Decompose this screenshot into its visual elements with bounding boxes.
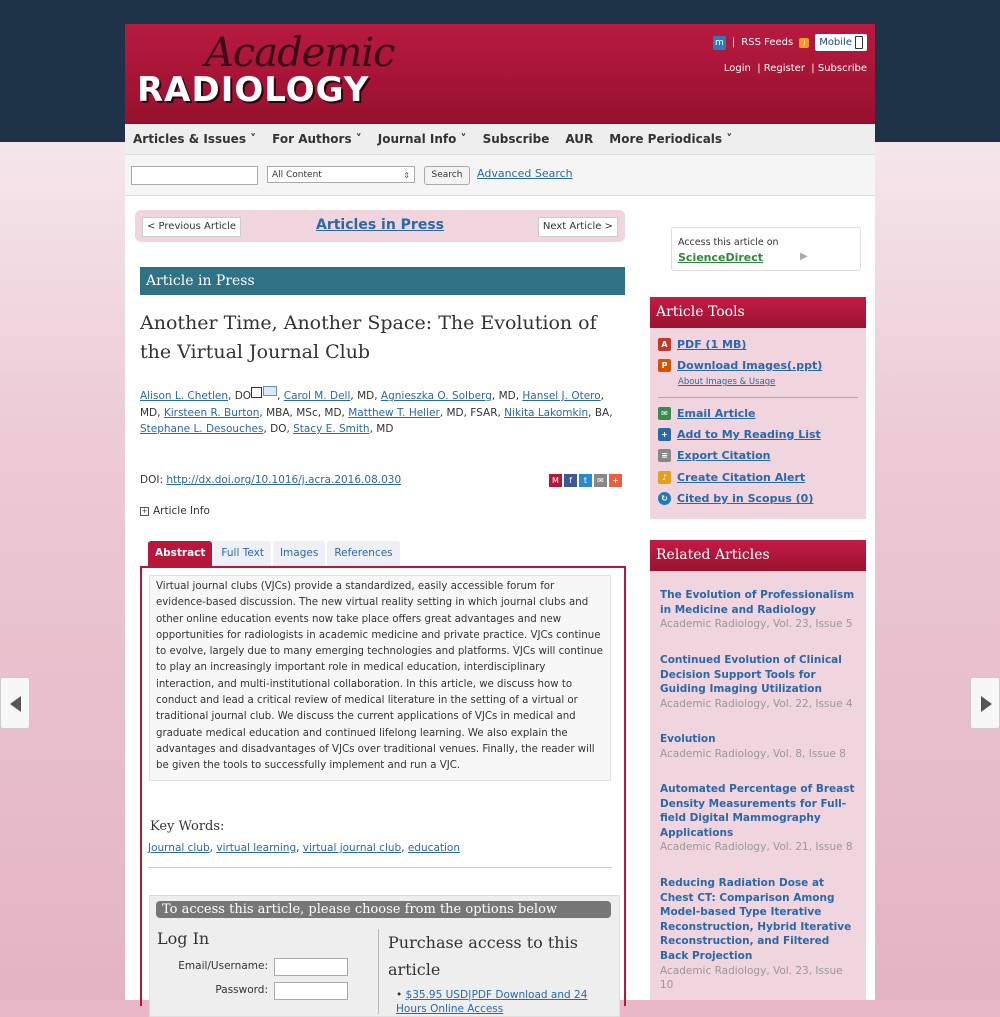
page-container [125,24,875,1015]
related-article-source: Academic Radiology, Vol. 8, Issue 8 [660,747,846,760]
chevron-right-icon: ▶ [800,251,808,262]
access-heading: To access this article, please choose from the options below [156,901,611,918]
mendeley-icon[interactable]: m [713,36,726,50]
related-article-source: Academic Radiology, Vol. 23, Issue 5 [660,618,853,631]
abstract-panel [140,566,626,1015]
articles-in-press-link[interactable]: Articles in Press [316,217,444,233]
keyword-link[interactable]: virtual learning [216,842,297,854]
email-article-tool[interactable] [658,407,756,420]
export-citation-link[interactable]: Export Citation [677,449,771,462]
nav-more-periodicals[interactable]: More Periodicals ˅ [609,132,733,146]
citation-alert-link[interactable]: Create Citation Alert [677,471,806,484]
rss-feeds-link[interactable]: RSS Feeds [741,37,794,48]
advanced-search-link[interactable]: Advanced Search [477,167,573,180]
author-link[interactable]: Matthew T. Heller [348,406,440,419]
related-article[interactable] [660,876,856,993]
related-article[interactable] [660,653,856,711]
register-link[interactable]: Register [763,63,805,74]
article-info-toggle[interactable] [140,505,210,517]
scopus-link[interactable]: Cited by in Scopus (0) [677,492,814,505]
next-arrow-button[interactable] [970,677,1000,729]
pdf-icon: A [658,338,671,351]
arrow-left-icon [10,696,21,712]
email-icon[interactable] [263,386,277,396]
auth-links [724,63,867,74]
tab-images[interactable]: Images [273,541,325,566]
logo-academic: Academic [205,30,395,76]
article-info-label: Article Info [153,505,210,517]
related-articles-panel [650,540,866,1000]
subscribe-link[interactable]: Subscribe [817,63,867,74]
divider [378,929,379,1014]
author-credentials: , BA, [588,406,613,419]
download-images-link[interactable]: Download Images(.ppt) [677,359,823,372]
tab-references[interactable]: References [327,541,399,566]
article-title: Another Time, Another Space: The Evolution of the Virtual Journal Club [140,312,597,363]
related-article[interactable] [660,732,856,761]
download-images-tool[interactable] [658,359,822,372]
keyword-separator: , [209,842,217,854]
mendeley-share-icon[interactable]: M [549,474,562,487]
author-credentials: , MD, [350,390,381,402]
reading-list-tool[interactable] [658,428,821,441]
keyword-separator: , [296,842,303,854]
related-article[interactable] [660,588,856,632]
keywords-label: Key Words: [150,819,225,834]
arrow-right-icon [981,696,992,712]
main-nav [125,124,875,155]
tab-full-text[interactable]: Full Text [214,541,271,566]
sciencedirect-box [671,227,861,271]
divider [658,397,858,398]
about-images-link[interactable]: About Images & Usage [678,377,776,387]
expand-icon: + [141,507,148,515]
email-share-icon[interactable]: ✉ [594,474,607,487]
abstract-text: Virtual journal clubs (VJCs) provide a standardized, easily accessible forum for evidence-based discussion. The new virtual reality setting in which journal clubs and other online education events now take place offers great advantages and new opportunities for radiologists in academic medicine and private practice. VJCs continue to evolve, largely due to many emerging technologies and platforms. VJCs will continue to play an increasingly important role in medical education, interdisciplinary interaction, and multi-institutional collaboration. In this article, we discuss how to conduct and lead a critical review of medical literature in the setting of a virtual or traditional journal club. We discuss the current applications of VJCs in medical and graduate medical education and continued lifelong learning. We also explain the advantages and disadvantages of VJCs over traditional venues. Finally, the reader will be given the tools to successfully implement and run a VJC. [149,575,611,781]
previous-arrow-button[interactable] [0,677,30,729]
article-tools-panel [650,297,866,519]
nav-for-authors[interactable]: For Authors ˅ [272,132,362,146]
related-article-title[interactable]: Automated Percentage of Breast Density Measurements for Full-field Digital Mammography Applications [660,783,855,839]
nav-subscribe[interactable]: Subscribe [482,132,550,146]
top-links [713,34,867,51]
related-article-title[interactable]: Reducing Radiation Dose at Chest CT: Comparison Among Model-based Type Iterative Reconstruction, Hybrid Iterative Reconstruction, and Filtered Back Projection [660,877,852,962]
citation-alert-tool[interactable] [658,471,805,484]
article-tools-heading: Article Tools [650,297,866,328]
scopus-tool[interactable] [658,492,813,505]
export-citation-icon: ≡ [658,449,671,462]
bullet: • [396,989,403,1001]
nav-journal-info[interactable]: Journal Info ˅ [377,132,467,146]
rss-icon[interactable]: ) [799,38,809,48]
keyword-link[interactable]: Journal club [148,842,210,854]
author-credentials: , MBA, MSc, MD, [259,406,349,419]
related-article-source: Academic Radiology, Vol. 22, Issue 4 [660,697,853,710]
more-share-icon[interactable]: + [609,474,622,487]
related-article-title[interactable]: Continued Evolution of Clinical Decision Support Tools for Guiding Imaging Utilization [660,654,842,696]
author-link[interactable]: Stacy E. Smith [293,423,370,435]
author-link[interactable]: Hansel J. Otero [522,390,601,402]
author-link[interactable]: Agnieszka O. Solberg [380,390,492,402]
scopus-icon: ↻ [658,492,671,505]
facebook-icon[interactable]: f [564,474,577,487]
article-status-bar: Article in Press [140,267,625,295]
email-field[interactable] [274,958,348,976]
nav-articles-issues[interactable]: Articles & Issues ˅ [133,132,257,146]
author-link[interactable]: Carol M. Dell [283,390,351,402]
masthead [125,24,875,124]
email-article-link[interactable]: Email Article [677,407,756,420]
article-navigation [135,210,625,242]
doi-link[interactable]: http://dx.doi.org/10.1016/j.acra.2016.08.030 [166,474,402,486]
keyword-separator: , [401,842,408,854]
purchase-heading: Purchase access to this article [388,933,578,979]
article-tabs [148,541,400,566]
share-icons [549,474,622,487]
login-heading: Log In [157,929,210,948]
powerpoint-icon: P [658,359,671,372]
author-list [140,386,627,438]
login-link[interactable]: Login [723,63,751,74]
separator: | [757,63,761,74]
nav-aur[interactable]: AUR [565,132,594,146]
logo-radiology[interactable]: RADIOLOGY [137,70,370,110]
doi-label: DOI: [140,474,167,486]
search-button[interactable]: Search [424,166,470,185]
keyword-link[interactable]: virtual journal club [302,842,402,854]
purchase-option [396,988,611,1016]
author-link[interactable]: Nikita Lakomkin [504,406,589,419]
author-credentials: , MD, FSAR, [439,406,505,419]
author-credentials: , MD, [491,390,523,402]
pdf-tool[interactable] [658,338,746,351]
password-field[interactable] [274,982,348,1000]
mobile-button[interactable] [815,34,867,51]
author-credentials: , MD, [140,390,605,419]
related-article-title[interactable]: Evolution [660,733,716,745]
author-credentials: , MD [369,423,394,435]
corresponding-author-icon [251,387,262,398]
search-scope-select[interactable] [267,166,415,183]
pdf-link[interactable]: PDF (1 MB) [677,338,747,351]
related-articles-heading: Related Articles [650,540,866,571]
author-link[interactable]: Stephane L. Desouches [140,423,264,435]
doi-line [140,474,401,486]
related-article[interactable] [660,782,856,855]
author-credentials: , DO [228,390,252,402]
related-article-title[interactable]: The Evolution of Professionalism in Medicine and Radiology [660,589,855,616]
select-arrows-icon: ⇕ [403,171,410,180]
keywords-list [148,842,460,854]
tab-abstract[interactable]: Abstract [148,541,212,566]
mobile-label: Mobile [819,37,852,48]
bell-icon: ♪ [658,471,671,484]
export-citation-tool[interactable] [658,449,771,462]
next-article-button[interactable]: Next Article > [538,217,618,237]
divider [148,867,612,868]
purchase-option-link[interactable]: $35.95 USD|PDF Download and 24 Hours Online Access [396,989,588,1015]
access-options-box [149,895,620,1017]
phone-icon [855,36,863,49]
author-link[interactable]: Alison L. Chetlen [140,390,229,402]
sciencedirect-link[interactable]: ScienceDirect [678,251,764,264]
sciencedirect-label: Access this article on [678,237,779,248]
password-label: Password: [215,984,268,996]
reading-list-link[interactable]: Add to My Reading List [677,428,821,441]
search-scope-value: All Content [272,170,322,180]
related-article-source: Academic Radiology, Vol. 21, Issue 8 [660,841,853,854]
previous-article-button[interactable]: < Previous Article [142,217,241,237]
related-article-source: Academic Radiology, Vol. 23, Issue 10 [660,964,843,992]
separator: | [811,63,815,74]
email-article-icon: ✉ [658,407,671,420]
author-credentials: , DO, [263,423,294,435]
separator: | [731,37,736,48]
search-bar [125,155,875,196]
reading-list-icon: + [658,428,671,441]
keyword-link[interactable]: education [407,842,460,854]
search-input[interactable] [131,166,258,185]
author-separator: , [277,390,284,402]
author-link[interactable]: Kirsteen R. Burton [163,406,260,419]
twitter-icon[interactable]: t [579,474,592,487]
email-label: Email/Username: [178,960,268,972]
